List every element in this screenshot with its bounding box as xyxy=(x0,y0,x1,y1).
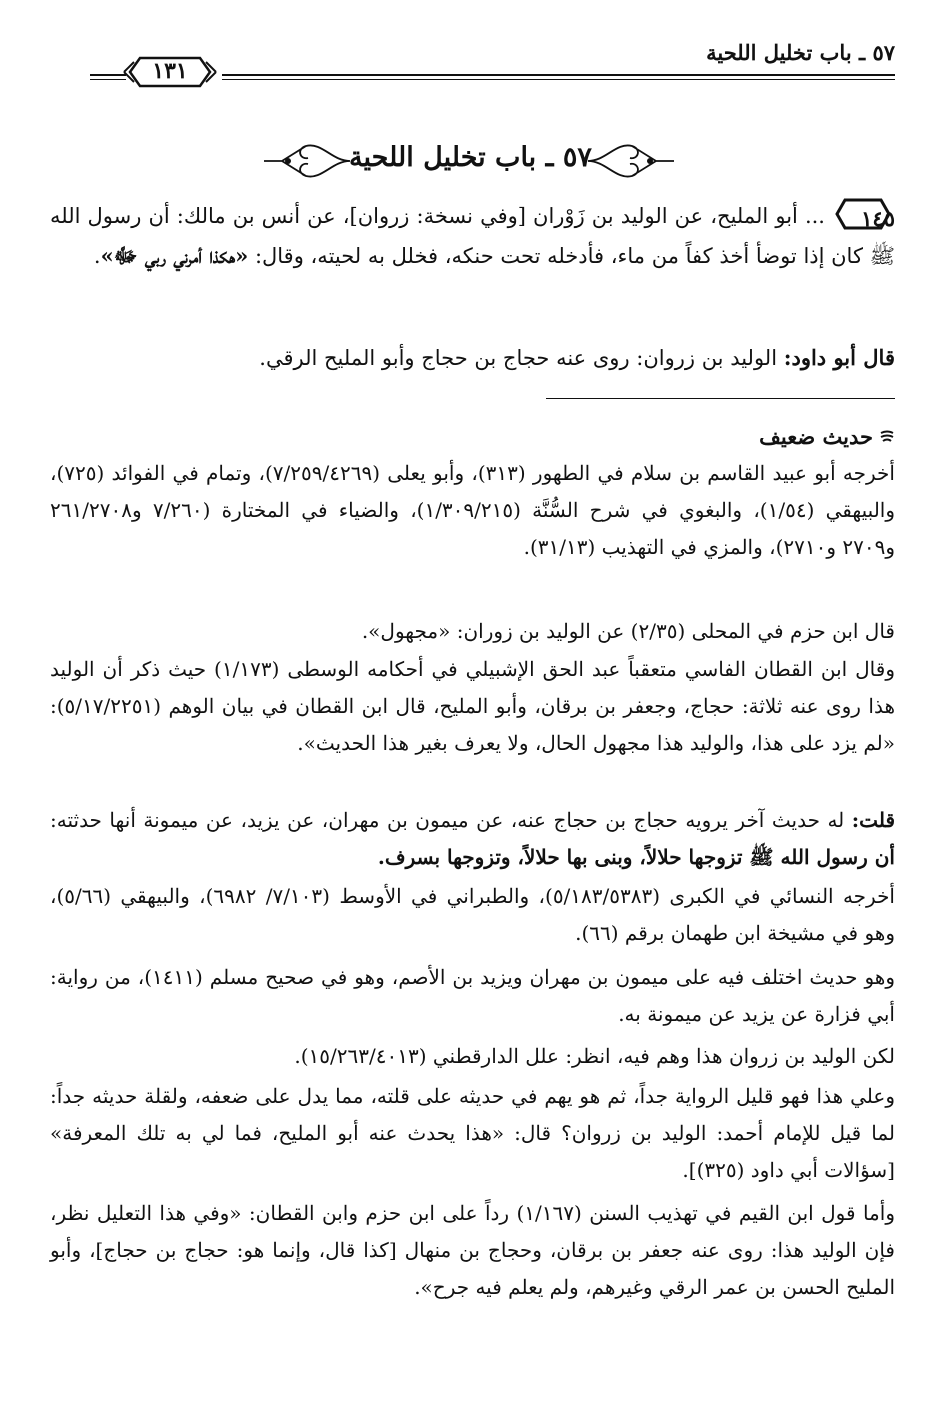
header-rule xyxy=(222,74,895,80)
hadith-text xyxy=(50,196,895,276)
abu-dawud-label: قال أبو داود: xyxy=(783,345,895,370)
page-number-badge xyxy=(122,54,218,90)
chapter-title: ٥٧ ـ باب تخليل اللحية xyxy=(349,142,592,173)
commentary-paragraph-3: وقال ابن القطان الفاسي متعقباً عبد الحق الإشبيلي في أحكامه الوسطى (١/١٧٣) حيث ذكر أن الوليد هذا روى عنه ثلاثة: حجاج، وجعفر بن برقان، وأبو المليح، قال ابن القطان في بيان الوهم (٥/١٧/٢٢٥١): «لم يزد على هذا، والوليد هذا مجهول الحال، ولا يعرف بغير هذا الحديث». xyxy=(50,657,895,755)
commentary-paragraph-6: وهو حديث اختلف فيه على ميمون بن مهران ويزيد بن الأصم، وهو في صحيح مسلم (١٤١١)، من رواية: أبي فزارة عن يزيد عن ميمونة به. xyxy=(50,965,895,1026)
qultu-label: قلت: xyxy=(851,808,895,832)
commentary-paragraph-4 xyxy=(50,802,895,876)
abu-dawud-note xyxy=(50,338,895,378)
hadith-quote: «هكذا أمرني ربي ﷻ» xyxy=(100,243,249,268)
commentary-paragraph-1: أخرجه أبو عبيد القاسم بن سلام في الطهور (٣١٣)، وأبو يعلى (٧/٢٥٩/٤٢٦٩)، وتمام في الفوائد (٧٢٥)، والبيهقي (١/٥٤)، والبغوي في شرح السُّنَّة (١/٣٠٩/٢١٥)، والضياء في المختارة (٧/٢٦٠ و٢٦١/٢٧٠٨ و٢٧٠٩ و٢٧١٠)، والمزي في التهذيب (٣١/١٣). xyxy=(50,461,896,559)
ornament-right-icon xyxy=(586,136,676,186)
page-number: ١٣١ xyxy=(152,58,188,84)
hadith-number-badge xyxy=(831,197,895,231)
commentary-paragraph-5: أخرجه النسائي في الكبرى (٥/١٨٣/٥٣٨٣)، والطبراني في الأوسط (٧/١٠٣/ ٦٩٨٢)، والبيهقي (٥/٦٦)، وهو في مشيخة ابن طهمان برقم (٦٦). xyxy=(50,884,895,945)
commentary-paragraph-8: وعلي هذا فهو قليل الرواية جداً، ثم هو يهم في حديثه على قلته، مما يدل على ضعفه، ولقلة حديثه جداً: لما قيل للإمام أحمد: الوليد بن زروان؟ قال: «هذا يحدث عنه أبو المليح، فما لي به تلك المعرفة» [سؤالات أبي داود (٣٢٥)]. xyxy=(50,1084,895,1182)
hadith-grade xyxy=(759,424,895,449)
paragraph-4-bold-text: أن رسول الله ﷺ تزوجها حلالاً، وبنى بها حلالاً، وتزوجها بسرف. xyxy=(377,845,895,869)
commentary-paragraph-7: لكن الوليد بن زروان هذا وهم فيه، انظر: علل الدارقطني (١٥/٢٦٣/٤٠١٣). xyxy=(294,1044,895,1068)
hadith-text-part1: ... أبو المليح، عن الوليد بن زَوْران [وفي نسخة: زروان]، عن أنس بن مالك: أن رسول الله ﷺ كان إذا توضأ أخذ كفاً من ماء، فأدخله تحت حنكه، فخلل به لحيته، وقال: xyxy=(50,204,895,268)
abu-dawud-text: الوليد بن زروان: روى عنه حجاج بن حجاج وأبو المليح الرقي. xyxy=(259,346,784,370)
header-rule-left xyxy=(90,74,126,80)
footnote-divider xyxy=(546,398,895,399)
hadith-text-part2: . xyxy=(93,244,101,268)
grade-text: حديث ضعيف xyxy=(759,424,873,449)
commentary-paragraph-9: وأما قول ابن القيم في تهذيب السنن (١/١٦٧) رداً على ابن حزم وابن القطان: «وفي هذا التعليل نظر، فإن الوليد هذا: روى عنه جعفر بن برقان، وحجاج بن منهال [كذا قال، وإنما هو: حجاج بن حجاج]، وأبو المليح الحسن بن عمر الرقي وغيرهم، ولم يعلم فيه جرح». xyxy=(50,1201,895,1299)
paragraph-4-text: له حديث آخر يرويه حجاج بن حجاج عنه، عن ميمون بن مهران، عن يزيد، عن ميمونة أنها حدثته: xyxy=(50,808,852,832)
running-header-title: ٥٧ ـ باب تخليل اللحية xyxy=(706,40,895,65)
commentary-paragraph-2: قال ابن حزم في المحلى (٢/٣٥) عن الوليد بن زوران: «مجهول». xyxy=(361,619,895,643)
chapter-heading xyxy=(0,136,941,186)
grade-marker-icon xyxy=(879,429,895,445)
hadith-number: ١٤٥ xyxy=(861,206,895,231)
